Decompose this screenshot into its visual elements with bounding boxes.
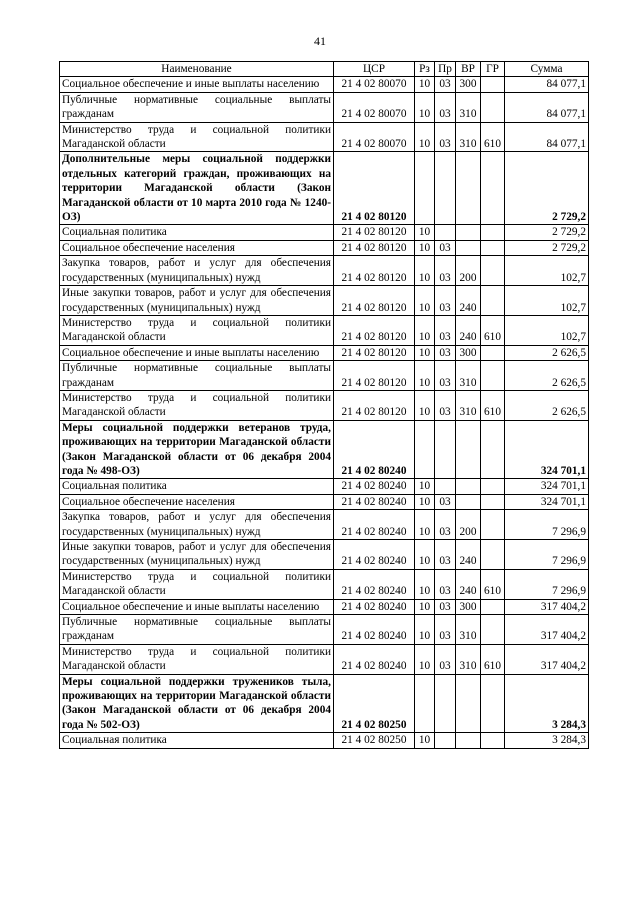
cell-pr: 03 xyxy=(435,615,456,645)
cell-vr xyxy=(456,225,481,240)
cell-sum: 84 077,1 xyxy=(505,122,589,152)
cell-vr: 200 xyxy=(456,510,481,540)
cell-name: Социальная политика xyxy=(60,733,334,748)
cell-pr xyxy=(435,674,456,733)
cell-gr xyxy=(481,510,505,540)
cell-pr xyxy=(435,225,456,240)
table-row xyxy=(60,345,589,360)
cell-vr xyxy=(456,420,481,479)
table-row xyxy=(60,644,589,674)
cell-name: Иные закупки товаров, работ и услуг для обеспечения государственных (муниципальных) нужд xyxy=(60,540,334,570)
cell-name: Публичные нормативные социальные выплаты гражданам xyxy=(60,92,334,122)
cell-csr: 21 4 02 80250 xyxy=(334,733,415,748)
cell-rz: 10 xyxy=(415,315,435,345)
cell-pr: 03 xyxy=(435,494,456,509)
cell-gr xyxy=(481,256,505,286)
cell-csr: 21 4 02 80120 xyxy=(334,240,415,255)
table-row xyxy=(60,256,589,286)
cell-sum: 7 296,9 xyxy=(505,569,589,599)
cell-sum: 317 404,2 xyxy=(505,644,589,674)
cell-gr xyxy=(481,479,505,494)
table-header-row xyxy=(60,62,589,77)
cell-rz: 10 xyxy=(415,733,435,748)
cell-sum: 102,7 xyxy=(505,256,589,286)
cell-vr: 310 xyxy=(456,122,481,152)
cell-rz: 10 xyxy=(415,644,435,674)
cell-csr: 21 4 02 80070 xyxy=(334,92,415,122)
cell-pr: 03 xyxy=(435,569,456,599)
cell-sum: 324 701,1 xyxy=(505,494,589,509)
cell-gr xyxy=(481,420,505,479)
cell-csr: 21 4 02 80250 xyxy=(334,674,415,733)
table-row xyxy=(60,390,589,420)
cell-csr: 21 4 02 80120 xyxy=(334,345,415,360)
cell-rz: 10 xyxy=(415,225,435,240)
cell-gr xyxy=(481,77,505,92)
cell-rz xyxy=(415,420,435,479)
cell-gr xyxy=(481,674,505,733)
cell-gr: 610 xyxy=(481,569,505,599)
table-row xyxy=(60,152,589,225)
cell-vr: 300 xyxy=(456,599,481,614)
cell-name: Социальная политика xyxy=(60,225,334,240)
cell-name: Иные закупки товаров, работ и услуг для обеспечения государственных (муниципальных) нужд xyxy=(60,286,334,316)
cell-name: Министерство труда и социальной политики Магаданской области xyxy=(60,644,334,674)
cell-gr: 610 xyxy=(481,315,505,345)
cell-pr: 03 xyxy=(435,390,456,420)
cell-gr xyxy=(481,152,505,225)
cell-csr: 21 4 02 80120 xyxy=(334,361,415,391)
cell-pr: 03 xyxy=(435,92,456,122)
table-row xyxy=(60,286,589,316)
cell-csr: 21 4 02 80240 xyxy=(334,615,415,645)
cell-pr: 03 xyxy=(435,644,456,674)
table-row xyxy=(60,479,589,494)
cell-vr: 310 xyxy=(456,390,481,420)
cell-rz: 10 xyxy=(415,390,435,420)
cell-rz: 10 xyxy=(415,240,435,255)
table-row xyxy=(60,615,589,645)
cell-vr: 300 xyxy=(456,77,481,92)
cell-name: Социальное обеспечение и иные выплаты населению xyxy=(60,77,334,92)
cell-vr: 310 xyxy=(456,361,481,391)
cell-pr xyxy=(435,733,456,748)
table-row xyxy=(60,510,589,540)
cell-sum: 317 404,2 xyxy=(505,615,589,645)
cell-gr xyxy=(481,92,505,122)
cell-gr xyxy=(481,615,505,645)
cell-sum: 317 404,2 xyxy=(505,599,589,614)
cell-rz: 10 xyxy=(415,615,435,645)
cell-vr: 310 xyxy=(456,615,481,645)
cell-sum: 2 626,5 xyxy=(505,361,589,391)
cell-vr: 240 xyxy=(456,286,481,316)
cell-sum: 2 626,5 xyxy=(505,390,589,420)
cell-name: Социальное обеспечение и иные выплаты населению xyxy=(60,599,334,614)
cell-csr: 21 4 02 80120 xyxy=(334,152,415,225)
cell-sum: 102,7 xyxy=(505,286,589,316)
cell-csr: 21 4 02 80120 xyxy=(334,225,415,240)
cell-rz xyxy=(415,152,435,225)
table-row xyxy=(60,92,589,122)
cell-pr xyxy=(435,420,456,479)
cell-vr xyxy=(456,240,481,255)
cell-pr: 03 xyxy=(435,122,456,152)
table-row xyxy=(60,240,589,255)
cell-csr: 21 4 02 80120 xyxy=(334,315,415,345)
cell-sum: 3 284,3 xyxy=(505,733,589,748)
cell-rz: 10 xyxy=(415,92,435,122)
table-row xyxy=(60,420,589,479)
cell-sum: 3 284,3 xyxy=(505,674,589,733)
table-row xyxy=(60,733,589,748)
cell-rz: 10 xyxy=(415,345,435,360)
header-gr: ГР xyxy=(481,62,505,77)
cell-gr: 610 xyxy=(481,122,505,152)
cell-pr: 03 xyxy=(435,286,456,316)
cell-pr: 03 xyxy=(435,77,456,92)
cell-vr: 300 xyxy=(456,345,481,360)
cell-csr: 21 4 02 80240 xyxy=(334,599,415,614)
table-row xyxy=(60,599,589,614)
header-name: Наименование xyxy=(60,62,334,77)
header-csr: ЦСР xyxy=(334,62,415,77)
cell-gr xyxy=(481,225,505,240)
cell-sum: 2 729,2 xyxy=(505,152,589,225)
cell-csr: 21 4 02 80240 xyxy=(334,510,415,540)
cell-pr xyxy=(435,152,456,225)
cell-name: Публичные нормативные социальные выплаты гражданам xyxy=(60,361,334,391)
cell-csr: 21 4 02 80240 xyxy=(334,644,415,674)
cell-rz: 10 xyxy=(415,540,435,570)
cell-gr xyxy=(481,599,505,614)
header-sum: Сумма xyxy=(505,62,589,77)
cell-name: Социальное обеспечение населения xyxy=(60,494,334,509)
header-rz: Рз xyxy=(415,62,435,77)
cell-rz: 10 xyxy=(415,286,435,316)
cell-csr: 21 4 02 80240 xyxy=(334,479,415,494)
cell-pr: 03 xyxy=(435,315,456,345)
cell-pr: 03 xyxy=(435,345,456,360)
cell-csr: 21 4 02 80070 xyxy=(334,77,415,92)
cell-pr: 03 xyxy=(435,256,456,286)
table-row xyxy=(60,674,589,733)
cell-vr: 240 xyxy=(456,569,481,599)
cell-rz: 10 xyxy=(415,494,435,509)
cell-pr: 03 xyxy=(435,361,456,391)
cell-gr xyxy=(481,494,505,509)
header-vr: ВР xyxy=(456,62,481,77)
cell-vr: 310 xyxy=(456,92,481,122)
table-row xyxy=(60,77,589,92)
cell-name: Публичные нормативные социальные выплаты гражданам xyxy=(60,615,334,645)
cell-vr: 200 xyxy=(456,256,481,286)
cell-pr: 03 xyxy=(435,540,456,570)
cell-rz xyxy=(415,674,435,733)
cell-name: Социальная политика xyxy=(60,479,334,494)
cell-gr xyxy=(481,240,505,255)
cell-rz: 10 xyxy=(415,479,435,494)
cell-vr xyxy=(456,152,481,225)
cell-csr: 21 4 02 80120 xyxy=(334,390,415,420)
cell-rz: 10 xyxy=(415,77,435,92)
table-row xyxy=(60,540,589,570)
cell-pr: 03 xyxy=(435,599,456,614)
cell-vr: 240 xyxy=(456,315,481,345)
cell-gr xyxy=(481,540,505,570)
table-row xyxy=(60,494,589,509)
table-row xyxy=(60,569,589,599)
cell-gr: 610 xyxy=(481,390,505,420)
cell-name: Меры социальной поддержки ветеранов труда, проживающих на территории Магаданской области (Закон Магаданской области от 06 декабря 2004 года № 498-ОЗ) xyxy=(60,420,334,479)
cell-gr xyxy=(481,286,505,316)
cell-vr xyxy=(456,479,481,494)
cell-rz: 10 xyxy=(415,256,435,286)
table-row xyxy=(60,225,589,240)
cell-name: Министерство труда и социальной политики Магаданской области xyxy=(60,315,334,345)
cell-csr: 21 4 02 80120 xyxy=(334,256,415,286)
cell-sum: 7 296,9 xyxy=(505,510,589,540)
cell-sum: 102,7 xyxy=(505,315,589,345)
cell-pr: 03 xyxy=(435,510,456,540)
cell-vr xyxy=(456,674,481,733)
cell-gr xyxy=(481,345,505,360)
cell-name: Социальное обеспечение и иные выплаты населению xyxy=(60,345,334,360)
cell-sum: 324 701,1 xyxy=(505,479,589,494)
budget-table xyxy=(59,61,589,749)
cell-name: Министерство труда и социальной политики Магаданской области xyxy=(60,122,334,152)
cell-name: Министерство труда и социальной политики Магаданской области xyxy=(60,390,334,420)
cell-rz: 10 xyxy=(415,569,435,599)
cell-sum: 7 296,9 xyxy=(505,540,589,570)
cell-sum: 2 626,5 xyxy=(505,345,589,360)
cell-vr xyxy=(456,494,481,509)
cell-name: Дополнительные меры социальной поддержки отдельных категорий граждан, проживающих на территории Магаданской области (Закон Магаданской области от 10 марта 2010 года № 1240-ОЗ) xyxy=(60,152,334,225)
cell-sum: 84 077,1 xyxy=(505,92,589,122)
cell-sum: 84 077,1 xyxy=(505,77,589,92)
cell-rz: 10 xyxy=(415,599,435,614)
cell-sum: 2 729,2 xyxy=(505,225,589,240)
cell-pr xyxy=(435,479,456,494)
cell-gr xyxy=(481,361,505,391)
table-row xyxy=(60,122,589,152)
cell-csr: 21 4 02 80120 xyxy=(334,286,415,316)
cell-rz: 10 xyxy=(415,510,435,540)
cell-gr xyxy=(481,733,505,748)
cell-vr xyxy=(456,733,481,748)
cell-name: Меры социальной поддержки тружеников тыла, проживающих на территории Магаданской области (Закон Магаданской области от 06 декабря 2004 года № 502-ОЗ) xyxy=(60,674,334,733)
cell-csr: 21 4 02 80240 xyxy=(334,494,415,509)
cell-name: Социальное обеспечение населения xyxy=(60,240,334,255)
table-row xyxy=(60,361,589,391)
cell-pr: 03 xyxy=(435,240,456,255)
cell-rz: 10 xyxy=(415,361,435,391)
cell-vr: 310 xyxy=(456,644,481,674)
cell-name: Закупка товаров, работ и услуг для обеспечения государственных (муниципальных) нужд xyxy=(60,256,334,286)
table-row xyxy=(60,315,589,345)
header-pr: Пр xyxy=(435,62,456,77)
cell-name: Министерство труда и социальной политики Магаданской области xyxy=(60,569,334,599)
cell-csr: 21 4 02 80240 xyxy=(334,420,415,479)
cell-csr: 21 4 02 80240 xyxy=(334,540,415,570)
cell-gr: 610 xyxy=(481,644,505,674)
cell-sum: 324 701,1 xyxy=(505,420,589,479)
cell-csr: 21 4 02 80240 xyxy=(334,569,415,599)
cell-csr: 21 4 02 80070 xyxy=(334,122,415,152)
cell-vr: 240 xyxy=(456,540,481,570)
cell-sum: 2 729,2 xyxy=(505,240,589,255)
cell-name: Закупка товаров, работ и услуг для обеспечения государственных (муниципальных) нужд xyxy=(60,510,334,540)
cell-rz: 10 xyxy=(415,122,435,152)
page-number: 41 xyxy=(314,34,326,48)
